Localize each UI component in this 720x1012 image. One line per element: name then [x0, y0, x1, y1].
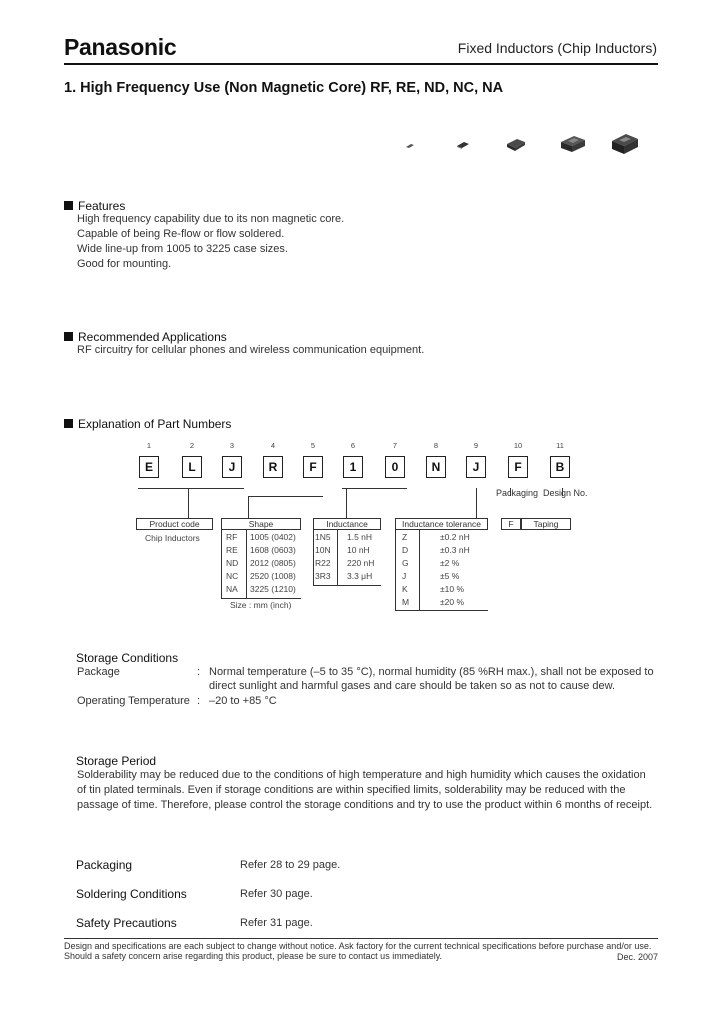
tolerance-value: ±5 % — [440, 571, 460, 581]
inductance-bottom-rule — [313, 585, 381, 586]
storage-period-line: passage of time. Therefore, please control the storage conditions and try to use the product within 6 months of receipt. — [77, 799, 653, 811]
chip-image-3225 — [610, 131, 640, 157]
soldering-ref-label: Soldering Conditions — [76, 887, 187, 901]
tolerance-bottom-rule — [395, 610, 488, 611]
packaging-ref-label: Packaging — [76, 858, 133, 872]
part-code-box: E — [139, 456, 159, 478]
safety-ref-label: Safety Precautions — [76, 916, 177, 930]
feature-item: Capable of being Re-flow or flow soldered. — [77, 228, 285, 240]
tolerance-code: K — [402, 584, 408, 594]
shape-code: RE — [226, 545, 238, 555]
shape-left-rule — [221, 530, 222, 598]
size-note: Size : mm (inch) — [230, 600, 292, 610]
position-number: 11 — [556, 441, 564, 450]
bullet-square-icon — [64, 419, 73, 428]
tolerance-value: ±0.3 nH — [440, 545, 470, 555]
part-code-box: N — [426, 456, 446, 478]
shape-header: Shape — [221, 518, 301, 530]
feature-item: High frequency capability due to its non magnetic core. — [77, 213, 345, 225]
part-numbers-heading: Explanation of Part Numbers — [64, 417, 231, 431]
connector-shape — [263, 496, 323, 497]
applications-heading: Recommended Applications — [64, 330, 227, 344]
application-item: RF circuitry for cellular phones and wireless communication equipment. — [77, 344, 425, 356]
inductance-left-rule — [313, 530, 314, 585]
feature-item: Wide line-up from 1005 to 3225 case sizes. — [77, 243, 288, 255]
part-code-box: 0 — [385, 456, 405, 478]
tolerance-code: J — [402, 571, 407, 581]
package-text-1: Normal temperature (–5 to 35 °C), normal humidity (85 %RH max.), shall not be exposed to — [209, 666, 654, 678]
inductance-value: 220 nH — [347, 558, 375, 568]
part-code-box: F — [303, 456, 323, 478]
part-code-box: J — [466, 456, 486, 478]
operating-temperature-value: –20 to +85 °C — [209, 695, 277, 707]
position-number: 6 — [350, 441, 356, 450]
tolerance-divider — [419, 530, 420, 610]
inductance-value: 10 nH — [347, 545, 370, 555]
tolerance-code: D — [402, 545, 409, 555]
footer-disclaimer-2: Should a safety concern arise regarding this product, please be sure to contact us immediately. — [64, 951, 443, 961]
position-number: 2 — [189, 441, 195, 450]
design-no-label: Design No. — [543, 488, 588, 498]
inductance-value: 3.3 μH — [347, 571, 373, 581]
chip-image-1608 — [456, 140, 470, 150]
inductance-code: 10N — [315, 545, 331, 555]
document-title: Fixed Inductors (Chip Inductors) — [457, 40, 657, 56]
tolerance-left-rule — [395, 530, 396, 610]
inductance-divider — [337, 530, 338, 585]
tolerance-value: ±2 % — [440, 558, 460, 568]
chip-image-2520 — [559, 133, 587, 155]
connector-shape — [248, 496, 264, 497]
shape-code: NA — [226, 584, 238, 594]
inductance-value: 1.5 nH — [347, 532, 373, 542]
footer-date: Dec. 2007 — [616, 952, 658, 962]
tolerance-code: Z — [402, 532, 408, 542]
tolerance-value: ±0.2 nH — [440, 532, 470, 542]
packaging-ref-value[interactable]: Refer 28 to 29 page. — [240, 859, 341, 871]
part-code-box: B — [550, 456, 570, 478]
inductance-code: 3R3 — [315, 571, 331, 581]
position-number: 8 — [433, 441, 439, 450]
shape-value: 2520 (1008) — [250, 571, 296, 581]
product-code-header: Product code — [136, 518, 213, 530]
shape-code: RF — [226, 532, 238, 542]
inductance-code: 1N5 — [315, 532, 331, 542]
taping-code: F — [501, 518, 521, 530]
tolerance-code: M — [402, 597, 410, 607]
safety-ref-value[interactable]: Refer 31 page. — [240, 917, 313, 929]
part-code-box: J — [222, 456, 242, 478]
tolerance-value: ±20 % — [440, 597, 465, 607]
connector-shape — [248, 496, 249, 518]
soldering-ref-value[interactable]: Refer 30 page. — [240, 888, 313, 900]
storage-period-heading: Storage Period — [76, 754, 157, 768]
inductance-header: Inductance — [313, 518, 381, 530]
connector-tolerance — [476, 488, 477, 518]
tolerance-header: Inductance tolerance — [395, 518, 488, 530]
part-code-box: F — [508, 456, 528, 478]
shape-value: 1608 (0603) — [250, 545, 296, 555]
shape-value: 2012 (0805) — [250, 558, 296, 568]
position-number: 7 — [392, 441, 398, 450]
features-heading: Features — [64, 199, 125, 213]
connector-product-code — [188, 488, 189, 518]
chip-image-2012 — [505, 137, 527, 153]
bullet-square-icon — [64, 201, 73, 210]
part-code-box: L — [182, 456, 202, 478]
storage-conditions-heading: Storage Conditions — [76, 651, 179, 665]
connector-inductance — [342, 488, 407, 489]
taping-label: Taping — [521, 518, 571, 530]
footer-disclaimer-1: Design and specifications are each subject to change without notice. Ask factory for the current technical specifications before purchase and/or use. — [64, 941, 652, 951]
feature-item: Good for mounting. — [77, 258, 172, 270]
position-number: 5 — [310, 441, 316, 450]
storage-period-line: of tin plated terminals. Even if storage conditions are within specified limits, solderability may be reduced with the — [77, 784, 626, 796]
optemp-colon: : — [197, 695, 201, 707]
part-code-box: 1 — [343, 456, 363, 478]
package-text-2: direct sunlight and harmful gases and care should be taken so as not to cause dew. — [209, 680, 616, 692]
shape-divider — [246, 530, 247, 598]
position-number: 9 — [473, 441, 479, 450]
shape-code: NC — [226, 571, 239, 581]
operating-temperature-label: Operating Temperature — [77, 695, 190, 707]
section-title: 1. High Frequency Use (Non Magnetic Core) RF, RE, ND, NC, NA — [64, 80, 504, 96]
shape-code: ND — [226, 558, 239, 568]
footer-rule — [64, 938, 658, 939]
position-number: 4 — [270, 441, 276, 450]
package-colon: : — [197, 666, 201, 678]
storage-period-line: Solderability may be reduced due to the conditions of high temperature and high humidity which causes the oxidation — [77, 769, 646, 781]
connector-product-code — [138, 488, 244, 489]
package-label: Package — [77, 666, 120, 678]
bullet-square-icon — [64, 332, 73, 341]
connector-inductance — [346, 488, 347, 518]
brand-logo: Panasonic — [64, 34, 177, 60]
tolerance-code: G — [402, 558, 409, 568]
shape-value: 1005 (0402) — [250, 532, 296, 542]
position-number: 10 — [513, 441, 523, 450]
shape-bottom-rule — [221, 598, 301, 599]
packaging-label: Packaging — [496, 488, 539, 498]
tolerance-value: ±10 % — [440, 584, 465, 594]
shape-value: 3225 (1210) — [250, 584, 296, 594]
product-code-value: Chip Inductors — [145, 533, 200, 543]
position-number: 1 — [146, 441, 152, 450]
position-number: 3 — [229, 441, 235, 450]
part-code-box: R — [263, 456, 283, 478]
header-rule — [64, 63, 658, 65]
inductance-code: R22 — [315, 558, 331, 568]
chip-image-1005 — [405, 142, 415, 150]
